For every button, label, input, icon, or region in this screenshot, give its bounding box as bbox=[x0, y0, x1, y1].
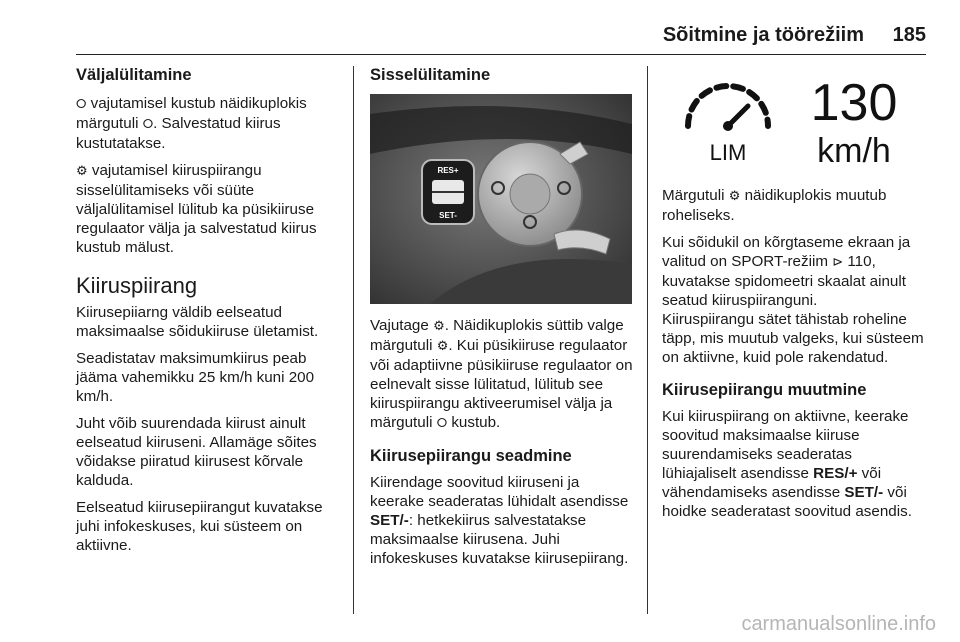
speed-limiter-icon: ⚙ bbox=[76, 164, 88, 179]
paragraph: Juht võib suurendada kiirust ainult eelseatud kiiruseni. Allamäge sõites võidakse piiratud kiirusest kõrvale kalduda. bbox=[76, 415, 317, 489]
paragraph: ⭘ vajutamisel kustub näidikuplokis märgutuli ⭘. Salvestatud kiirus kustutatakse. bbox=[76, 95, 307, 152]
paragraph: Kiirusepiiarng väldib eelseatud maksimaalse sõidukiiruse ületamist. bbox=[76, 304, 319, 340]
paragraph: Märgutuli ⚙ näidikuplokis muutub roheliseks. bbox=[662, 187, 887, 224]
speed-limiter-icon: ⚙ bbox=[728, 189, 741, 204]
speed-limiter-icon: ⚙ bbox=[433, 319, 445, 334]
heading-valjalulitamine: Väljalülitamine bbox=[76, 66, 192, 84]
lim-label: LIM bbox=[709, 140, 747, 165]
speed-limit-display bbox=[662, 64, 924, 174]
paragraph: Kiirendage soovitud kiiruseni ja keerake seaderatas lühidalt asendisse SET/-: hetkekiirus salvestatakse maksimaalse kiirusena. Juhi infokeskuses kuvatakse kiirusepiirang. bbox=[370, 474, 629, 567]
column-1 bbox=[76, 64, 346, 563]
heading-sisselulitamine: Sisselülitamine bbox=[370, 66, 491, 84]
heading-kiiruspiirang: Kiiruspiirang bbox=[76, 273, 198, 298]
paragraph: ⚙ vajutamisel kiiruspiirangu sisselülitamiseks või süüte väljalülitamisel lülitub ka püsikiiruse regulaator välja ja salvestatud kiirus kustub mälust. bbox=[76, 162, 317, 256]
paragraph: Kui kiiruspiirang on aktiivne, keerake soovitud maksimaalse kiiruse suurendamiseks seaderatas lühiajaliselt asendisse RES/+ või vähendamiseks asendisse SET/- või hoidke seaderatast soovitud asendis. bbox=[662, 408, 912, 520]
paragraph: Kiiruspiirangu sätet tähistab roheline täpp, mis muutub valgeks, kui süsteem on aktiivne, kuid pole rakendatud. bbox=[662, 311, 924, 366]
cruise-off-icon: ⭘ bbox=[76, 97, 87, 112]
set-minus-label: SET- bbox=[439, 211, 457, 220]
column-2 bbox=[370, 64, 635, 576]
page-number: 185 bbox=[892, 24, 926, 46]
page-ref-link[interactable]: 110 bbox=[847, 253, 872, 270]
column-divider-1 bbox=[353, 66, 354, 614]
arrow-icon: ⊳ bbox=[832, 255, 844, 270]
res-plus-label: RES+ bbox=[437, 166, 459, 175]
speed-unit: km/h bbox=[817, 132, 891, 170]
steering-wheel-controls-photo bbox=[370, 94, 632, 304]
paragraph: Vajutage ⚙. Näidikuplokis süttib valge märgutuli ⚙. Kui püsikiiruse regulaator või adaptiivne püsikiiruse regulaator on eelnevalt sisse lülitatud, lülitub see kiiruspiirangu aktiveerumisel välja ja märgutuli ⭘ kustub. bbox=[370, 317, 633, 431]
speed-value: 130 bbox=[810, 74, 898, 132]
heading-muutmine: Kiirusepiirangu muutmine bbox=[662, 381, 867, 399]
cruise-off-icon: ⭘ bbox=[142, 117, 154, 132]
paragraph: Seadistatav maksimumkiirus peab jääma vahemikku 25 km/h kuni 200 km/h. bbox=[76, 350, 315, 405]
page-header bbox=[76, 20, 926, 55]
heading-seadmine: Kiirusepiirangu seadmine bbox=[370, 447, 572, 465]
column-3 bbox=[662, 64, 930, 529]
watermark: carmanualsonline.info bbox=[741, 613, 936, 635]
paragraph: Kui sõidukil on kõrgtaseme ekraan ja valitud on SPORT-režiim ⊳ 110, kuvatakse spidomeetri skaalat ainult seatud kiiruspiiranguni. bbox=[662, 234, 911, 309]
page-title: Sõitmine ja töörežiim bbox=[662, 24, 864, 46]
cruise-off-icon: ⭘ bbox=[436, 416, 448, 431]
paragraph: Eelseatud kiirusepiirangut kuvatakse juhi infokeskuses, kui süsteem on aktiivne. bbox=[76, 499, 323, 554]
speed-limiter-icon: ⚙ bbox=[436, 339, 449, 354]
column-divider-2 bbox=[647, 66, 648, 614]
